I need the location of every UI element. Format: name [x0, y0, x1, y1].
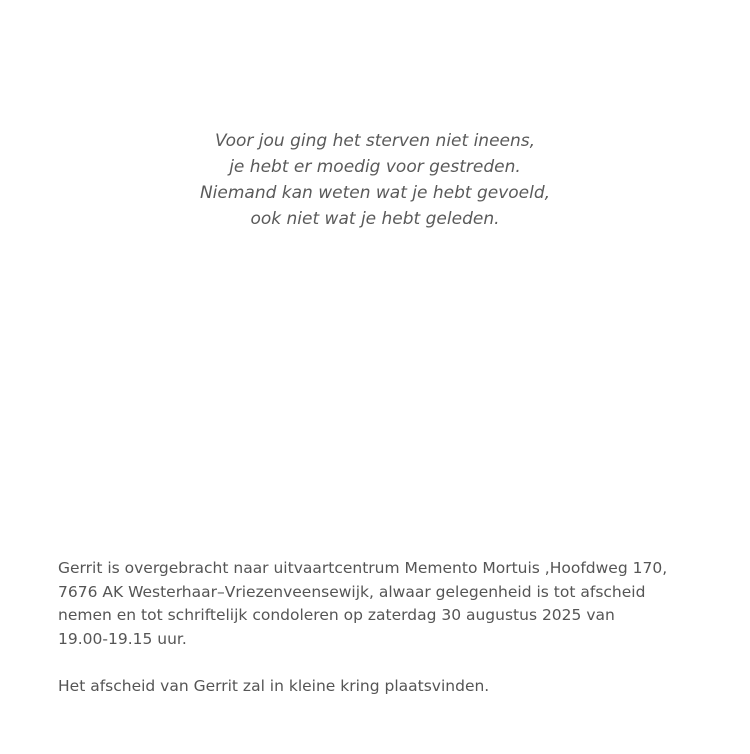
poem-line-4: ook niet wat je hebt geleden. [250, 209, 500, 229]
poem-line-2: je hebt er moedig voor gestreden. [229, 157, 521, 177]
notice-paragraph-1 [58, 557, 718, 651]
poem [0, 128, 750, 232]
notice-line-4: 19.00-19.15 uur. [58, 629, 187, 648]
notice-paragraph-2 [58, 675, 718, 699]
notice-line-2: 7676 AK Westerhaar–Vriezenveensewijk, alwaar gelegenheid is tot afscheid [58, 582, 646, 601]
funeral-notice [58, 557, 718, 698]
poem-line-3: Niemand kan weten wat je hebt gevoeld, [199, 183, 551, 203]
notice-line-5: Het afscheid van Gerrit zal in kleine kring plaatsvinden. [58, 676, 490, 695]
poem-line-1: Voor jou ging het sterven niet ineens, [214, 131, 536, 151]
notice-line-3: nemen en tot schriftelijk condoleren op zaterdag 30 augustus 2025 van [58, 606, 615, 624]
paragraph-gap [58, 651, 718, 675]
notice-line-1: Gerrit is overgebracht naar uitvaartcentrum Memento Mortuis ,Hoofdweg 170, [58, 559, 668, 577]
